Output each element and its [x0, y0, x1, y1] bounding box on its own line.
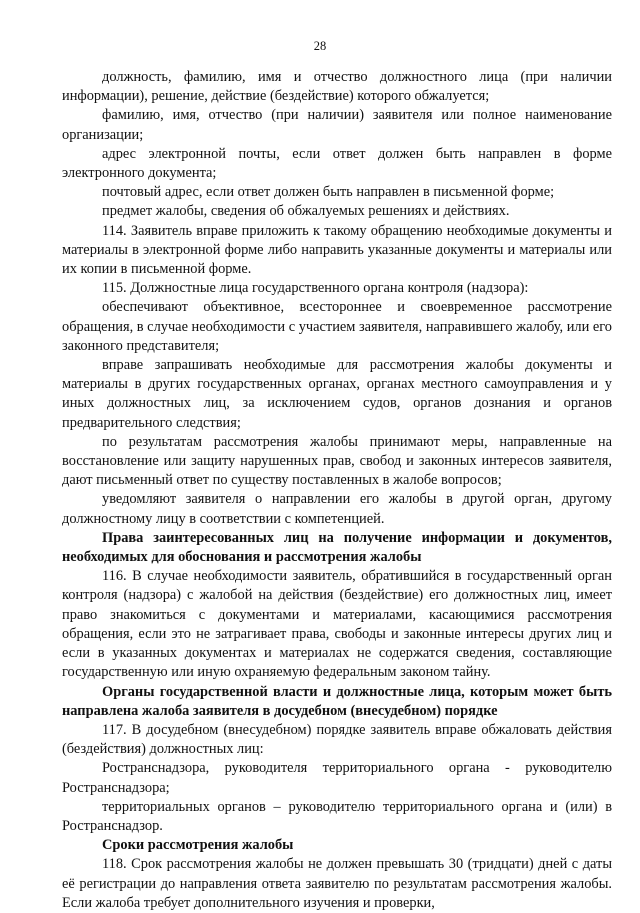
- paragraph: вправе запрашивать необходимые для рассмотрения жалобы документы и материалы в других государственных органах, органах местного самоуправления и у иных должностных лиц, за исключением судов, органов дознания и органов предварительного следствия;: [62, 357, 612, 431]
- paragraph: фамилию, имя, отчество (при наличии) заявителя или полное наименование организации;: [62, 107, 612, 143]
- section-heading: Права заинтересованных лиц на получение информации и документов, необходимых для обоснования и рассмотрения жалобы: [62, 529, 612, 566]
- paragraph: обеспечивают объективное, всестороннее и своевременное рассмотрение обращения, в случае необходимости с участием заявителя, направившего жалобу, или его законного представителя;: [62, 299, 612, 354]
- paragraph: предмет жалобы, сведения об обжалуемых решениях и действиях.: [102, 203, 510, 220]
- paragraph: Ространснадзора, руководителя территориального органа - руководителю Ространснадзора;: [62, 760, 612, 796]
- paragraph: 115. Должностные лица государственного органа контроля (надзора):: [102, 280, 529, 297]
- paragraph: по результатам рассмотрения жалобы принимают меры, направленные на восстановление или защиту нарушенных прав, свобод и законных интересов заявителя, дают письменный ответ по существу поставленных в жалобе вопросов;: [62, 433, 612, 489]
- paragraph: должность, фамилию, имя и отчество должностного лица (при наличии информации), решение, действие (бездействие) которого обжалуется;: [62, 69, 612, 105]
- section-heading: Сроки рассмотрения жалобы: [102, 837, 294, 854]
- paragraph: территориальных органов – руководителю территориального органа и (или) в Ространснадзор.: [62, 798, 612, 834]
- paragraph: почтовый адрес, если ответ должен быть направлен в письменной форме;: [102, 184, 555, 201]
- document-body: [62, 68, 612, 913]
- section-heading: Органы государственной власти и должностные лица, которым может быть направлена жалоба заявителя в досудебном (внесудебном) порядке: [62, 683, 612, 719]
- paragraph: уведомляют заявителя о направлении его жалобы в другой орган, другому должностному лицу в соответствии с компетенцией.: [62, 491, 612, 527]
- paragraph: 116. В случае необходимости заявитель, обратившийся в государственный орган контроля (надзора) с жалобой на действия (бездействие) его должностных лиц, имеет право знакомиться с документами и материалами, касающимися рассмотрения обращения, если это не затрагивает права, свободы и законные интересы других лиц и если в указанных документах и материалах не содержатся сведения, составляющие государственную или иную охраняемую федеральным законом тайну.: [62, 568, 612, 681]
- paragraph: адрес электронной почты, если ответ должен быть направлен в форме электронного документа;: [62, 145, 612, 182]
- paragraph: 118. Срок рассмотрения жалобы не должен превышать 30 (тридцати) дней с даты её регистрации до направления ответа заявителю по результатам рассмотрения жалобы. Если жалоба требует дополнительного изучения и проверки,: [62, 856, 612, 911]
- paragraph: 114. Заявитель вправе приложить к такому обращению необходимые документы и материалы в электронной форме либо направить указанные документы и материалы или их копии в письменной форме.: [62, 222, 612, 278]
- page-number: 28: [313, 39, 327, 53]
- paragraph: 117. В досудебном (внесудебном) порядке заявитель вправе обжаловать действия (бездействия) должностных лиц:: [62, 721, 612, 758]
